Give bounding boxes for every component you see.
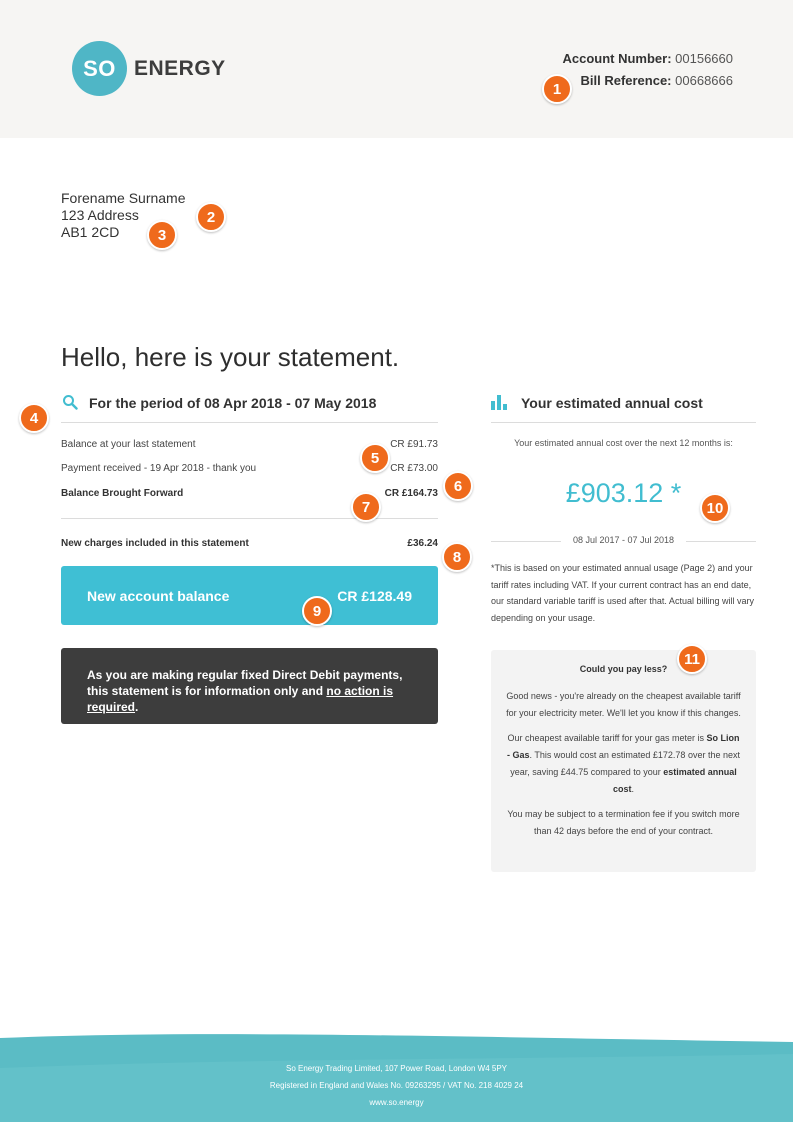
callout-badge: 3: [147, 220, 177, 250]
recipient-name: Forename Surname: [61, 190, 186, 206]
callout-badge: 7: [351, 492, 381, 522]
page-title: Hello, here is your statement.: [61, 342, 400, 372]
bill-reference-value: 00668666: [675, 73, 733, 88]
callout-badge: 6: [443, 471, 473, 501]
balance-label: New account balance: [87, 587, 230, 604]
account-info: [562, 48, 733, 92]
logo-mark: SO: [72, 41, 127, 96]
callout-badge: 2: [196, 202, 226, 232]
row-label: Balance Brought Forward: [61, 488, 184, 499]
estimated-annual-cost-ref: estimated annual cost: [612, 767, 737, 794]
header: [0, 0, 793, 138]
estimated-cost-intro: Your estimated annual cost over the next 12 months is:: [514, 438, 733, 448]
direct-debit-info-box: [61, 648, 438, 724]
estimated-cost-period: 08 Jul 2017 - 07 Jul 2018: [572, 535, 675, 545]
gas-tariff-name: So Lion - Gas: [507, 733, 740, 760]
pay-less-title: Could you pay less?: [579, 664, 668, 674]
registration-info: Registered in England and Wales No. 09263295 / VAT No. 218 4029 24: [269, 1081, 524, 1090]
footer: [0, 1030, 793, 1122]
divider: [61, 518, 438, 519]
pay-less-box: [491, 650, 756, 872]
new-charges-row: [61, 538, 438, 549]
estimated-cost-header: [491, 393, 756, 423]
search-icon: [62, 394, 78, 415]
callout-badge: 11: [677, 644, 707, 674]
recipient-street: 123 Address: [61, 207, 139, 223]
callout-badge: 5: [360, 443, 390, 473]
bar-chart-icon: [491, 395, 508, 415]
pay-less-electricity-text: Good news - you're already on the cheapest available tariff for your electricity meter. We'll let you know if this changes.: [506, 691, 741, 718]
new-charges-label: New charges included in this statement: [61, 538, 249, 549]
callout-badge: 10: [700, 493, 730, 523]
info-text-end: .: [135, 700, 139, 714]
row-value: CR £164.73: [384, 488, 438, 499]
bill-reference-line: [562, 70, 733, 92]
row-value: CR £91.73: [390, 439, 438, 450]
gas-text-a: Our cheapest available tariff for your gas meter is: [507, 733, 707, 743]
estimated-cost-amount: £903.12 *: [565, 478, 682, 508]
estimated-cost-period-row: [491, 535, 756, 549]
statement-row: [61, 488, 438, 499]
callout-badge: 9: [302, 596, 332, 626]
callout-badge: 1: [542, 74, 572, 104]
bill-reference-label: Bill Reference:: [580, 73, 672, 88]
account-number-line: [562, 48, 733, 70]
statement-period-header: [61, 393, 438, 423]
logo-wordmark: ENERGY: [134, 56, 226, 80]
company-address: So Energy Trading Limited, 107 Power Road, London W4 5PY: [285, 1064, 508, 1073]
website-link[interactable]: www.so.energy: [369, 1098, 424, 1107]
callout-badge: 4: [19, 403, 49, 433]
statement-period-title: For the period of 08 Apr 2018 - 07 May 2018: [89, 395, 377, 411]
gas-text-c: .: [631, 784, 635, 794]
pay-less-gas-text: [505, 730, 742, 798]
gas-text-b: . This would cost an estimated £172.78 over the next year, saving £44.75 compared to your: [510, 750, 740, 777]
account-number-value: 00156660: [675, 51, 733, 66]
balance-value: CR £128.49: [337, 587, 412, 604]
estimated-cost-note: *This is based on your estimated annual usage (Page 2) and your tariff rates including VAT. If your current contract has an end date, our standard variable tariff is used after that. Actual billing will vary depending on your usage.: [491, 563, 754, 623]
row-label: Balance at your last statement: [61, 439, 196, 450]
pay-less-termination-text: You may be subject to a termination fee if you switch more than 42 days before the end of your contract.: [507, 809, 740, 836]
new-charges-value: £36.24: [407, 538, 438, 549]
callout-badge: 8: [442, 542, 472, 572]
row-value: CR £73.00: [390, 463, 438, 474]
new-account-balance-box: [61, 566, 438, 625]
footer-text: [0, 1060, 793, 1111]
account-number-label: Account Number:: [562, 51, 672, 66]
recipient-postcode: AB1 2CD: [61, 224, 120, 240]
estimated-cost-title: Your estimated annual cost: [521, 395, 703, 411]
so-energy-logo: [72, 41, 226, 96]
row-label: Payment received - 19 Apr 2018 - thank you: [61, 463, 257, 474]
info-text: As you are making regular fixed Direct Debit payments, this statement is for information only and: [87, 668, 403, 698]
no-action-required-text: no action is required: [87, 684, 394, 714]
